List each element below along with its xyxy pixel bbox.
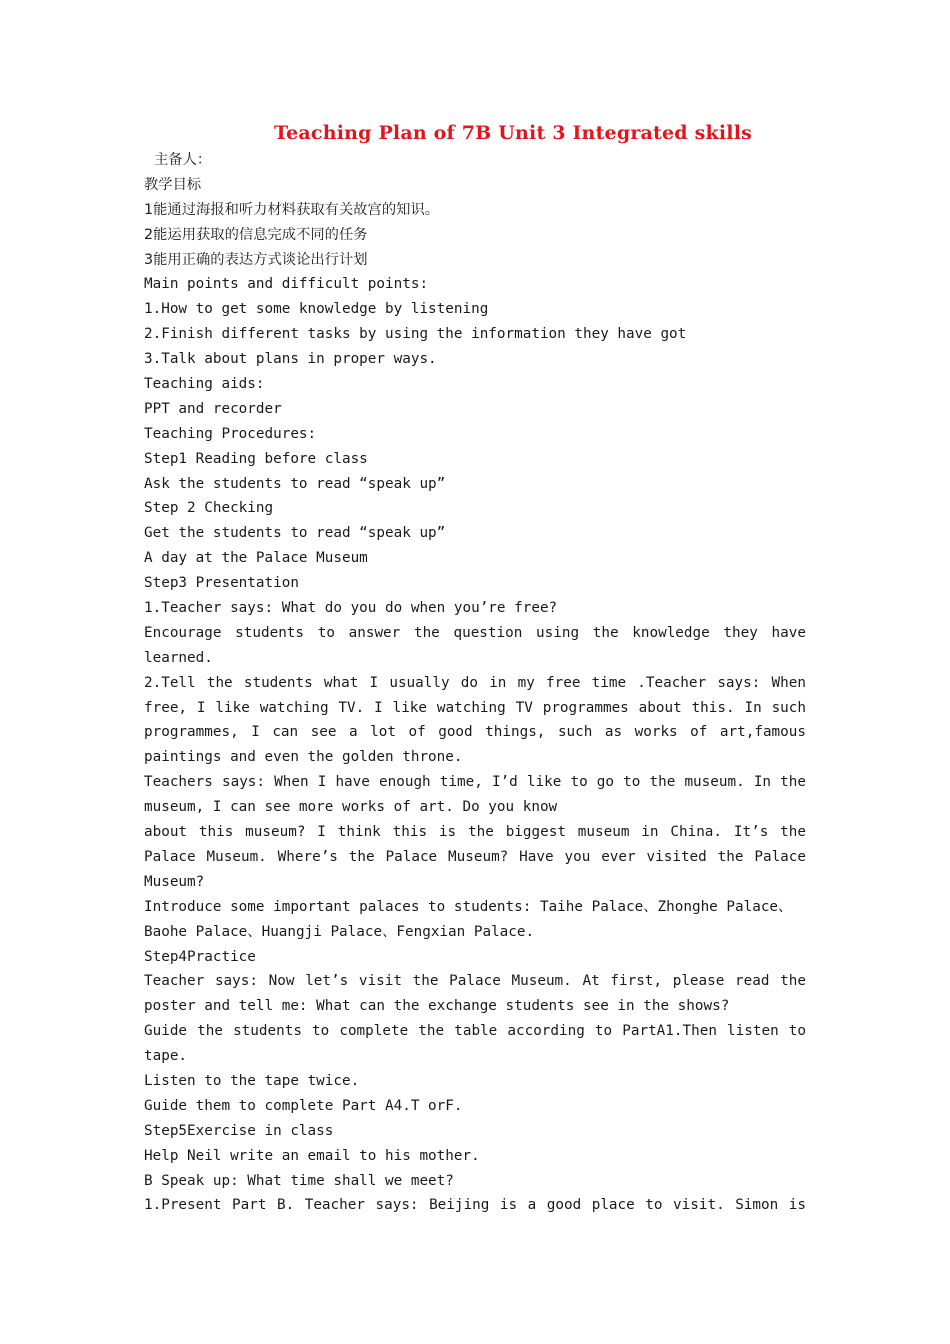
text-line: 1.Teacher says: What do you do when you’re free?: [144, 600, 558, 617]
text-line: B Speak up: What time shall we meet?: [144, 1172, 454, 1189]
document-title: Teaching Plan of 7B Unit 3 Integrated skills: [273, 122, 753, 144]
text-line: Teaching Procedures:: [144, 425, 317, 442]
text-line: 3.Talk about plans in proper ways.: [144, 351, 437, 368]
text-line: paintings and even the golden throne.: [144, 749, 463, 766]
text-line: Step3 Presentation: [144, 575, 299, 592]
text-line: about this museum? I think this is the biggest museum in China. It’s the: [144, 824, 806, 841]
text-line: PPT and recorder: [144, 400, 282, 417]
text-line: free, I like watching TV. I like watching TV programmes about this. In such: [144, 699, 806, 716]
text-line: Teaching aids:: [144, 376, 265, 393]
text-line: 3能用正确的表达方式谈论出行计划: [144, 251, 368, 268]
text-line: Ask the students to read “speak up”: [144, 475, 446, 492]
text-line: Baohe Palace、Huangji Palace、Fengxian Palace.: [144, 923, 535, 940]
text-line: 主备人：: [154, 152, 212, 168]
text-line: 1.How to get some knowledge by listening: [144, 301, 489, 318]
text-line: programmes, I can see a lot of good things, such as works of art,famous: [144, 724, 806, 741]
text-line: 教学目标: [144, 176, 202, 193]
text-line: Guide them to complete Part A4.T orF.: [144, 1097, 463, 1114]
text-line: museum, I can see more works of art. Do you know: [144, 799, 558, 816]
text-line: Step4Practice: [144, 948, 256, 965]
text-line: 1能通过海报和听力材料获取有关故宫的知识。: [144, 201, 440, 218]
text-line: A day at the Palace Museum: [144, 550, 368, 567]
text-line: Get the students to read “speak up”: [144, 525, 446, 542]
text-line: Encourage students to answer the question using the knowledge they have: [144, 624, 806, 641]
text-line: 2.Tell the students what I usually do in my free time .Teacher says: When: [144, 674, 806, 691]
text-line: tape.: [144, 1048, 188, 1065]
text-line: 2能运用获取的信息完成不同的任务: [144, 226, 368, 243]
text-line: Teacher says: Now let’s visit the Palace Museum. At first, please read the: [144, 973, 806, 990]
text-line: Introduce some important palaces to students: Taihe Palace、Zhonghe Palace、: [144, 898, 793, 915]
text-line: Listen to the tape twice.: [144, 1072, 360, 1089]
text-line: poster and tell me: What can the exchange students see in the shows?: [144, 998, 730, 1015]
text-line: Teachers says: When I have enough time, I’d like to go to the museum. In the: [144, 774, 806, 791]
text-line: Step5Exercise in class: [144, 1122, 334, 1139]
text-line: Main points and difficult points:: [144, 276, 429, 293]
text-line: Step1 Reading before class: [144, 450, 368, 467]
text-line: 2.Finish different tasks by using the information they have got: [144, 326, 687, 343]
text-line: learned.: [144, 649, 213, 666]
text-line: Museum?: [144, 873, 205, 890]
text-line: Help Neil write an email to his mother.: [144, 1147, 480, 1164]
text-line: 1.Present Part B. Teacher says: Beijing is a good place to visit. Simon is: [144, 1197, 806, 1214]
text-line: Step 2 Checking: [144, 500, 274, 517]
text-line: Guide the students to complete the table according to PartA1.Then listen to: [144, 1023, 806, 1040]
document-body: [144, 148, 806, 1218]
text-line: Palace Museum. Where’s the Palace Museum? Have you ever visited the Palace: [144, 848, 806, 865]
